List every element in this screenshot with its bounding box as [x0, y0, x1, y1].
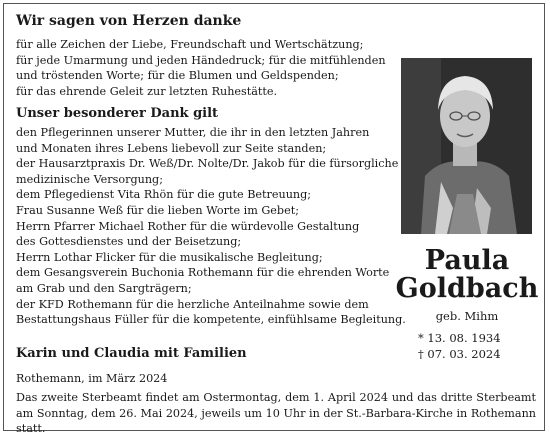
deceased-last-name: Goldbach [395, 273, 539, 304]
maiden-name: geb. Mihm [435, 309, 499, 323]
text-line: Bestattungshaus Füller für die kompetente, einfühlsame Begleitung. [16, 313, 406, 327]
text-line: am Grab und den Sargträgern; [16, 281, 192, 295]
portrait-illustration [401, 58, 532, 234]
text-line: und Monaten ihres Lebens liebevoll zur Seite standen; [16, 141, 327, 155]
place-date: Rothemann, im März 2024 [16, 372, 168, 385]
death-date: † 07. 03. 2024 [418, 347, 501, 361]
text-line: dem Gesangsverein Buchonia Rothemann für die ehrenden Worte [16, 266, 390, 280]
birth-date: * 13. 08. 1934 [418, 331, 501, 345]
memorial-mass-notice: Das zweite Sterbeamt findet am Ostermontag, dem 1. April 2024 und das dritte Sterbeamt am Sonntag, dem 26. Mai 2024, jeweils um 10 Uhr in der St.-Barbara-Kirche in Rothemann statt. [16, 391, 536, 436]
portrait-photo [401, 58, 532, 234]
text-line: dem Pflegedienst Vita Rhön für die gute Betreuung; [16, 188, 312, 202]
text-line: der Hausarztpraxis Dr. Weß/Dr. Nolte/Dr. Jakob für die fürsorgliche [16, 157, 399, 171]
thanks-heading: Wir sagen von Herzen danke [16, 13, 242, 29]
text-line: für alle Zeichen der Liebe, Freundschaft und Wertschätzung; [16, 38, 364, 51]
text-line: der KFD Rothemann für die herzliche Anteilnahme sowie dem [16, 297, 369, 311]
text-line: für das ehrende Geleit zur letzten Ruhestätte. [16, 84, 278, 98]
text-line: Frau Susanne Weß für die lieben Worte im Gebet; [16, 203, 299, 217]
text-line: und tröstenden Worte; für die Blumen und Geldspenden; [16, 69, 339, 83]
text-line: den Pflegerinnen unserer Mutter, die ihr in den letzten Jahren [16, 126, 370, 139]
text-line: Herrn Lothar Flicker für die musikalische Begleitung; [16, 250, 323, 264]
thanks-list [16, 37, 386, 99]
life-dates [418, 330, 501, 362]
signoff: Karin und Claudia mit Familien [16, 346, 247, 361]
special-thanks-heading: Unser besonderer Dank gilt [16, 106, 219, 121]
special-thanks-list [16, 125, 406, 328]
deceased-first-name: Paula [424, 245, 510, 276]
text-line: medizinische Versorgung; [16, 172, 163, 186]
text-line: für jede Umarmung und jeden Händedruck; für die mitfühlenden [16, 53, 386, 67]
text-line: des Gottesdienstes und der Beisetzung; [16, 235, 242, 249]
text-line: Herrn Pfarrer Michael Rother für die würdevolle Gestaltung [16, 219, 360, 233]
